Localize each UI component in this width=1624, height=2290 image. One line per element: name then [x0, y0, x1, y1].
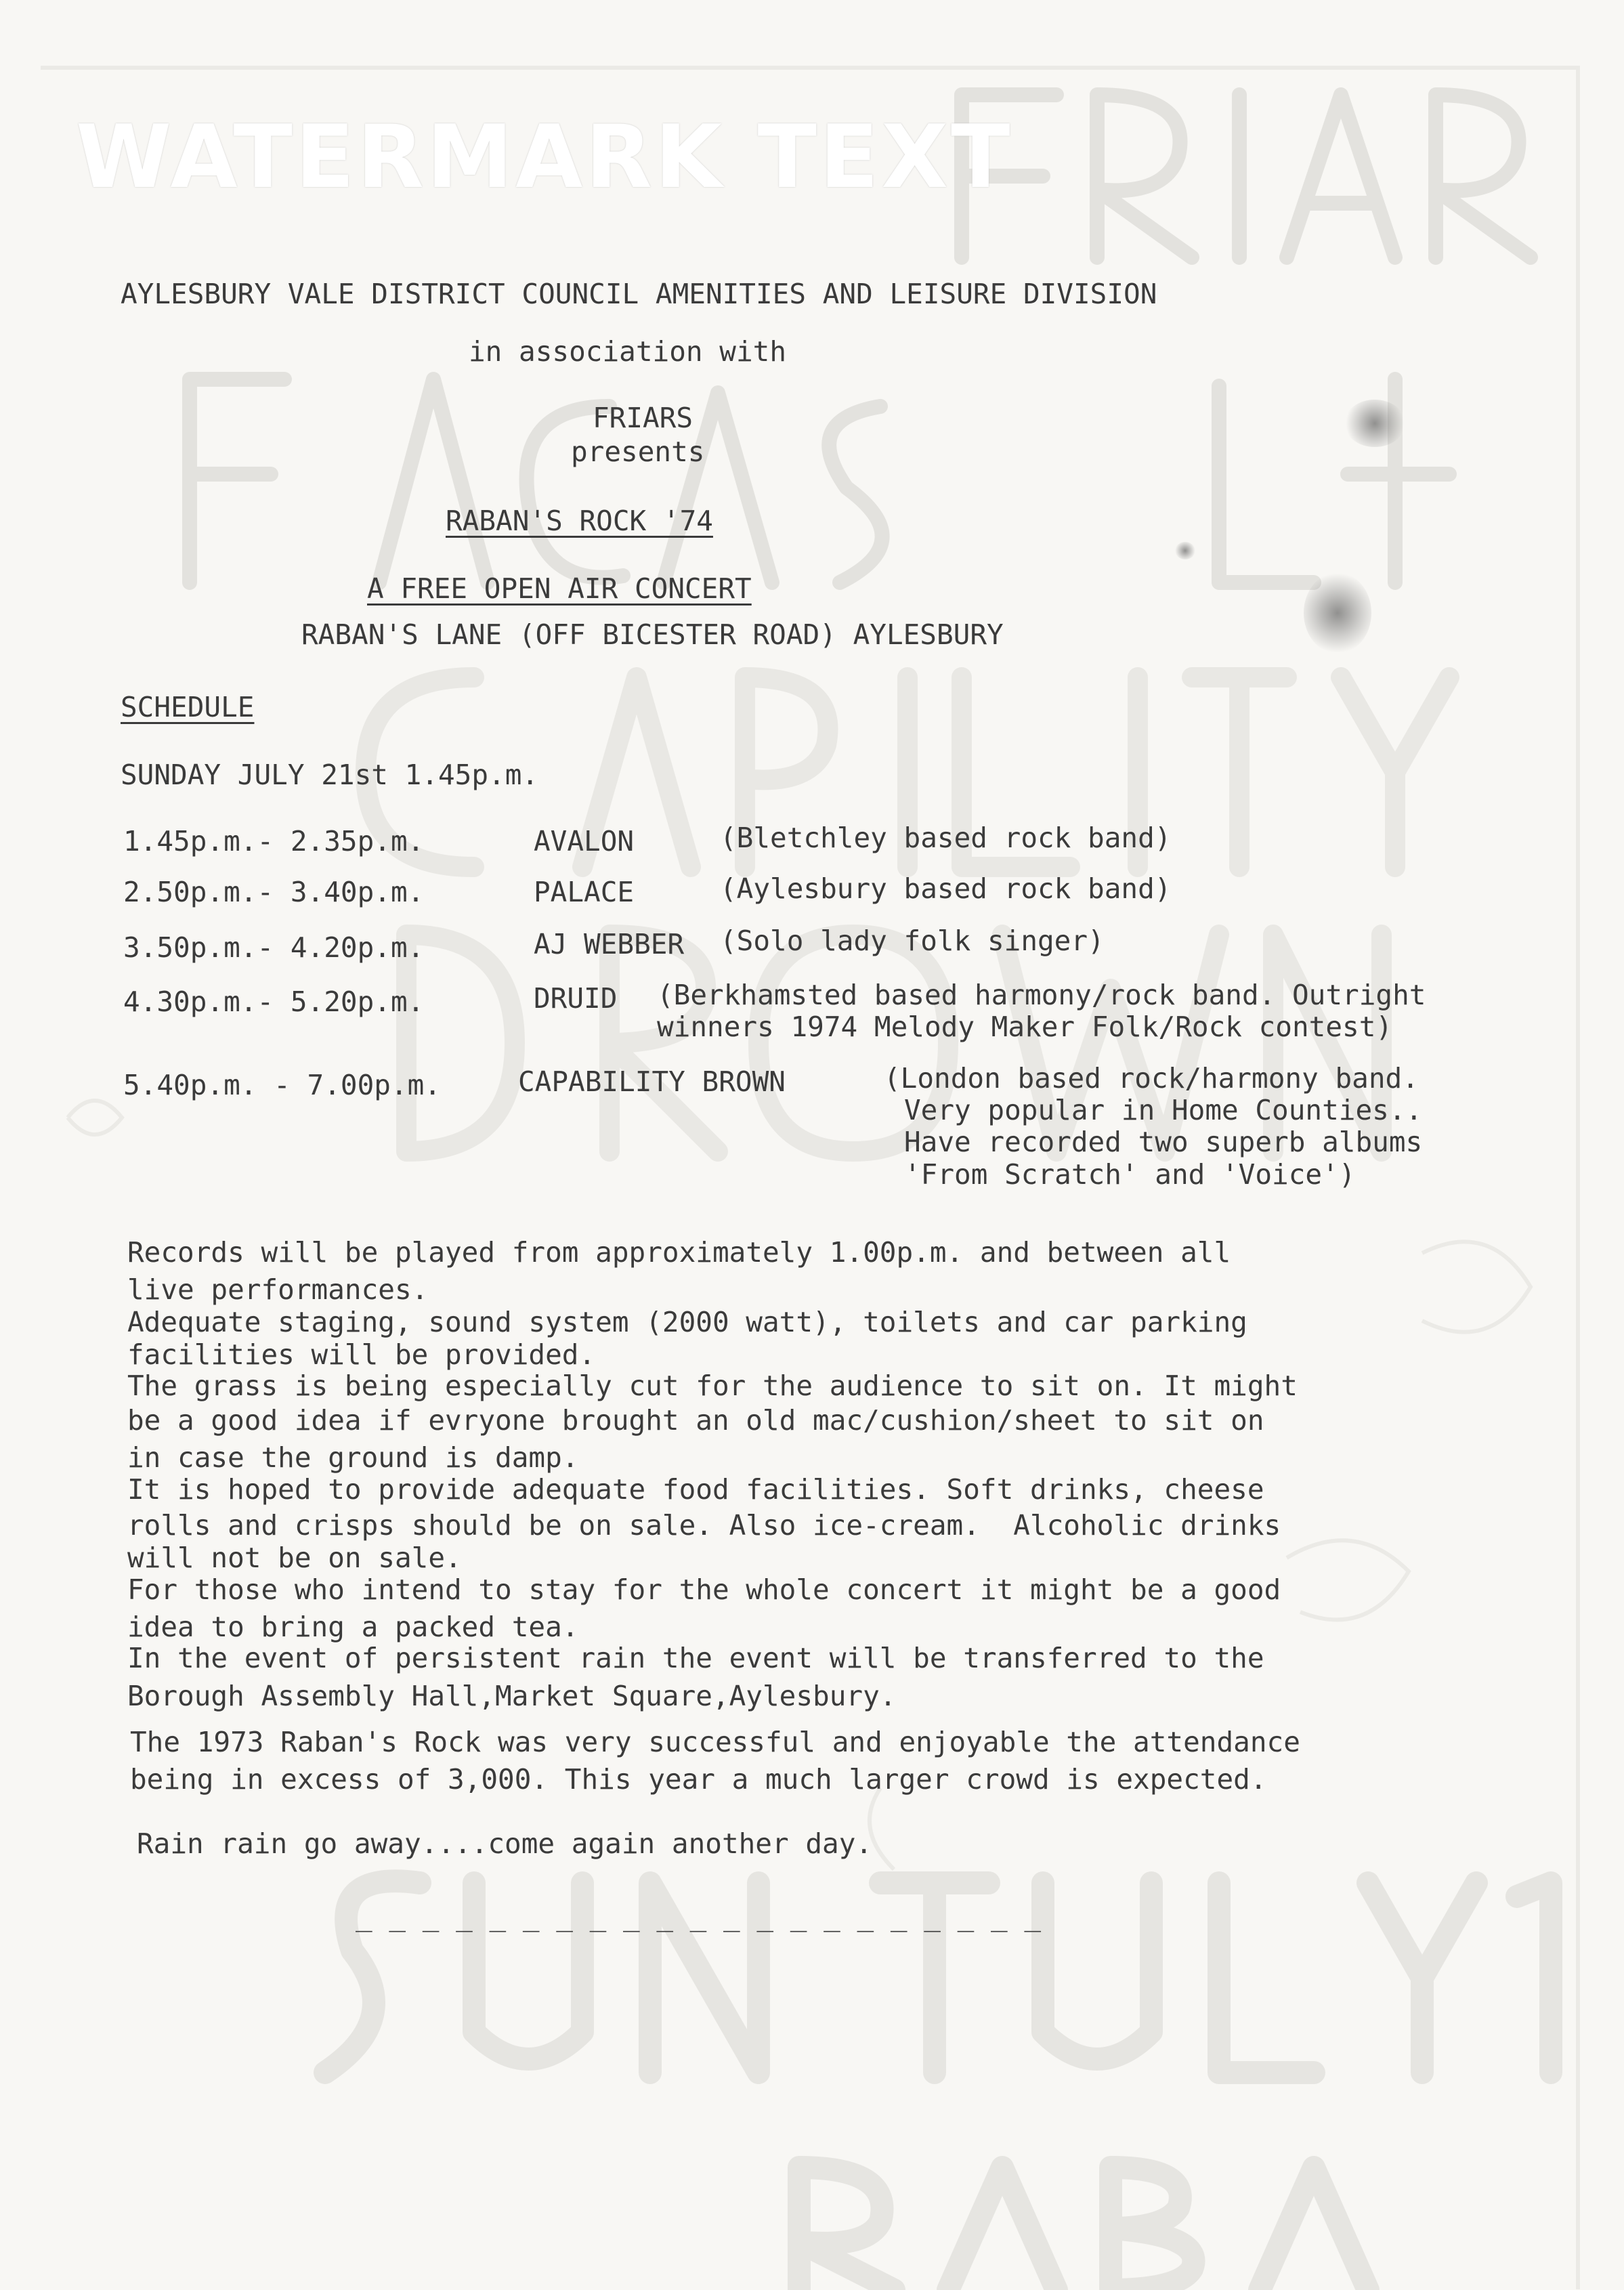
- schedule-desc: (Bletchley based rock band): [720, 822, 1172, 854]
- watermark: WATERMARK TEXT: [76, 107, 1013, 208]
- schedule-desc: (Berkhamsted based harmony/rock band. Outright: [657, 979, 1426, 1011]
- schedule-desc: Very popular in Home Counties..: [904, 1094, 1423, 1126]
- ink-smudge: [1304, 572, 1371, 654]
- presents-line: presents: [571, 436, 705, 468]
- schedule-time: 2.50p.m.- 3.40p.m.: [123, 876, 425, 908]
- schedule-desc: Have recorded two superb albums: [904, 1126, 1423, 1158]
- schedule-time: 3.50p.m.- 4.20p.m.: [123, 931, 425, 964]
- ink-smudge: [1175, 542, 1195, 559]
- schedule-date: SUNDAY JULY 21st 1.45p.m.: [121, 759, 539, 791]
- note-line: It is hoped to provide adequate food facilities. Soft drinks, cheese: [127, 1473, 1264, 1506]
- concert-heading: A FREE OPEN AIR CONCERT: [367, 572, 752, 605]
- schedule-act: DRUID: [534, 982, 618, 1015]
- note-line: The grass is being especially cut for the audience to sit on. It might: [127, 1370, 1298, 1402]
- note-line: Adequate staging, sound system (2000 watt), toilets and car parking: [127, 1306, 1247, 1338]
- schedule-desc: (London based rock/harmony band.: [884, 1062, 1419, 1095]
- schedule-time: 5.40p.m. - 7.00p.m.: [123, 1069, 441, 1101]
- note-line: in case the ground is damp.: [127, 1441, 579, 1474]
- ink-smudge: [1344, 400, 1405, 447]
- schedule-act: AJ WEBBER: [534, 928, 685, 960]
- friars-line: FRIARS: [593, 402, 693, 434]
- note-line: In the event of persistent rain the event will be transferred to the: [127, 1642, 1264, 1674]
- schedule-time: 4.30p.m.- 5.20p.m.: [123, 985, 425, 1018]
- organisation-line: AYLESBURY VALE DISTRICT COUNCIL AMENITIES AND LEISURE DIVISION: [121, 278, 1157, 310]
- note-line: facilities will be provided.: [127, 1338, 596, 1371]
- note-line: idea to bring a packed tea.: [127, 1611, 579, 1643]
- location-line: RABAN'S LANE (OFF BICESTER ROAD) AYLESBURY: [301, 618, 1004, 651]
- association-line: in association with: [469, 335, 786, 368]
- note-line: Borough Assembly Hall,Market Square,Aylesbury.: [127, 1680, 897, 1712]
- schedule-act: AVALON: [534, 825, 635, 857]
- note-line: live performances.: [127, 1273, 429, 1306]
- schedule-desc: (Solo lady folk singer): [720, 925, 1105, 957]
- schedule-time: 1.45p.m.- 2.35p.m.: [123, 825, 425, 857]
- closing-line: being in excess of 3,000. This year a much larger crowd is expected.: [130, 1763, 1267, 1796]
- schedule-act: PALACE: [534, 876, 635, 908]
- event-title: RABAN'S ROCK '74: [446, 505, 713, 537]
- note-line: For those who intend to stay for the whole concert it might be a good: [127, 1573, 1281, 1606]
- schedule-act: CAPABILITY BROWN: [518, 1065, 786, 1098]
- schedule-desc: winners 1974 Melody Maker Folk/Rock contest): [657, 1011, 1393, 1043]
- schedule-desc: 'From Scratch' and 'Voice'): [904, 1158, 1356, 1191]
- note-line: Records will be played from approximately 1.00p.m. and between all: [127, 1236, 1231, 1269]
- schedule-heading: SCHEDULE: [121, 691, 255, 723]
- closing-line: The 1973 Raban's Rock was very successful and enjoyable the attendance: [130, 1726, 1300, 1758]
- separator-line: _ _ _ _ _ _ _ _ _ _ _ _ _ _ _ _ _ _ _ _ _: [356, 1900, 1042, 1932]
- note-line: will not be on sale.: [127, 1542, 462, 1574]
- farewell-line: Rain rain go away....come again another day.: [137, 1827, 873, 1860]
- note-line: be a good idea if evryone brought an old mac/cushion/sheet to sit on: [127, 1404, 1264, 1437]
- note-line: rolls and crisps should be on sale. Also ice-cream. Alcoholic drinks: [127, 1509, 1281, 1542]
- schedule-desc: (Aylesbury based rock band): [720, 872, 1172, 905]
